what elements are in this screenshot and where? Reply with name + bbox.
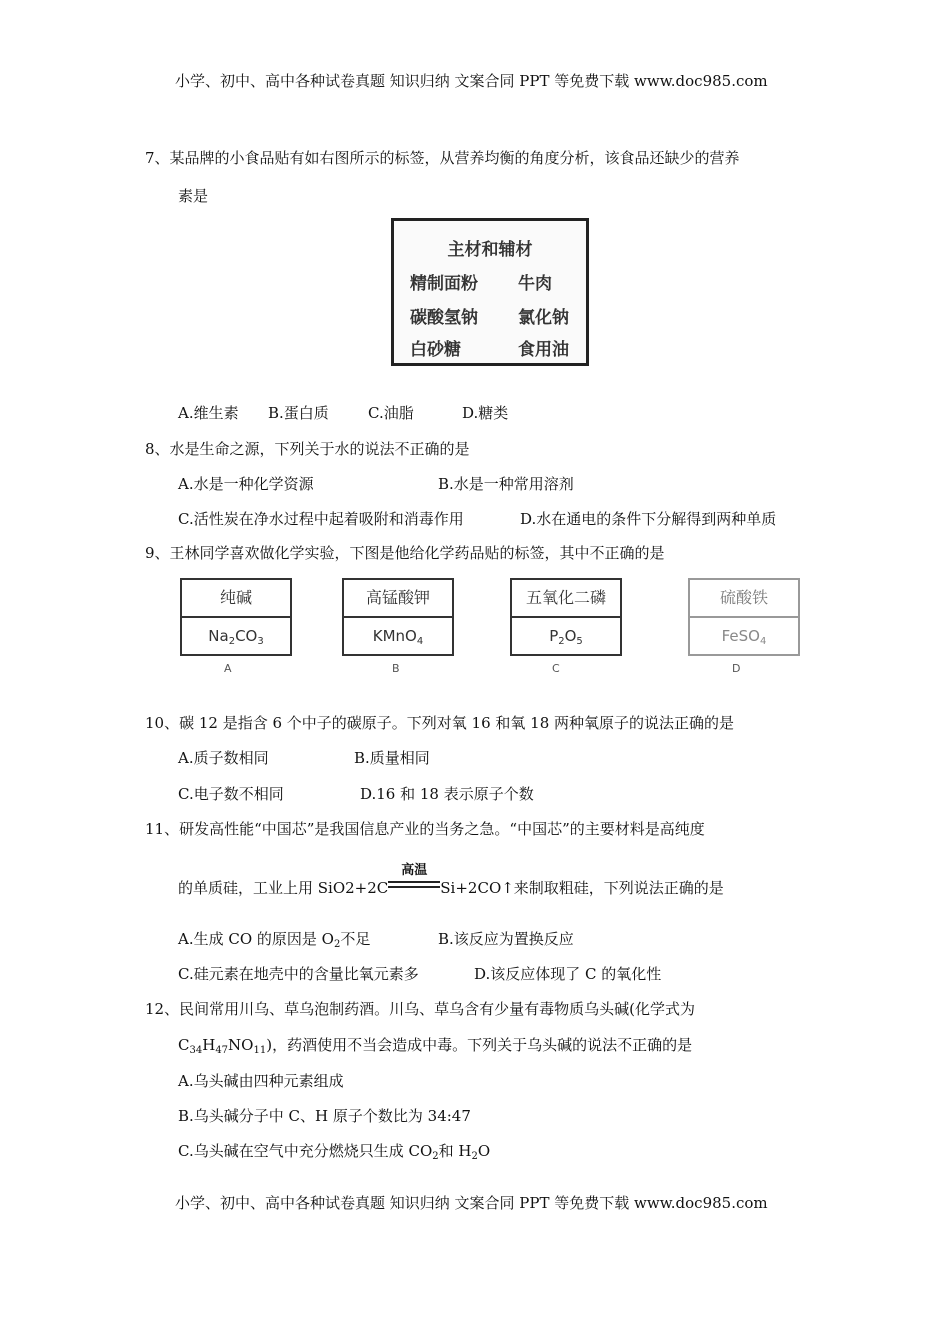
q7-option-d[interactable]: D.糖类 <box>462 404 509 422</box>
food-label-item: 碳酸氢钠 <box>410 308 478 328</box>
q8-stem: 8、水是生命之源，下列关于水的说法不正确的是 <box>145 440 470 458</box>
q12-stem-line2: $C_{34}H_{47}NO_{11}$)，药酒使用不当会造成中毒。下列关于乌头碱的说法不正确的是 <box>178 1036 693 1056</box>
chem-label-name: 硫酸铁 <box>690 580 798 618</box>
q7-option-b[interactable]: B.蛋白质 <box>268 404 329 422</box>
q11-option-d[interactable]: D.该反应体现了 C 的氧化性 <box>474 965 662 983</box>
q11-option-c[interactable]: C.硅元素在地壳中的含量比氧元素多 <box>178 965 419 983</box>
q7-option-c[interactable]: C.油脂 <box>368 404 414 422</box>
q11-option-a[interactable]: A.生成 CO 的原因是 $O_2$不足 <box>178 930 371 950</box>
q10-option-d[interactable]: D.16 和 18 表示原子个数 <box>360 785 534 803</box>
q7-stem-line2: 素是 <box>178 187 209 205</box>
chem-label-a <box>180 578 292 656</box>
food-label-title: 主材和辅材 <box>447 240 533 260</box>
q12-option-a[interactable]: A.乌头碱由四种元素组成 <box>178 1072 344 1090</box>
q9-stem: 9、王林同学喜欢做化学实验，下图是他给化学药品贴的标签，其中不正确的是 <box>145 544 665 562</box>
q7-stem-line1: 7、某品牌的小食品贴有如右图所示的标签，从营养均衡的角度分析，该食品还缺少的营养 <box>145 149 740 167</box>
food-label-item: 氯化钠 <box>518 308 569 328</box>
q10-option-a[interactable]: A.质子数相同 <box>178 749 269 767</box>
food-label-item: 食用油 <box>518 340 569 360</box>
q10-option-c[interactable]: C.电子数不相同 <box>178 785 284 803</box>
reaction-condition-arrow <box>388 863 440 893</box>
chem-label-letter-d[interactable]: D <box>732 662 741 675</box>
q10-stem: 10、碳 12 是指含 6 个中子的碳原子。下列对氧 16 和氧 18 两种氧原子的说法正确的是 <box>145 714 735 732</box>
q8-option-a[interactable]: A.水是一种化学资源 <box>178 475 314 493</box>
chem-label-formula: $P_2O_5$ <box>549 627 583 647</box>
q12-stem-line1: 12、民间常用川乌、草乌泡制药酒。川乌、草乌含有少量有毒物质乌头碱(化学式为 <box>145 1000 695 1018</box>
food-label-item: 精制面粉 <box>410 274 478 294</box>
chem-label-b <box>342 578 454 656</box>
chem-label-formula: FeSO$_4$ <box>721 627 767 647</box>
q10-option-b[interactable]: B.质量相同 <box>354 749 430 767</box>
food-label-item: 牛肉 <box>518 274 552 294</box>
chem-label-letter-a[interactable]: A <box>224 662 232 675</box>
page-footer: 小学、初中、高中各种试卷真题 知识归纳 文案合同 PPT 等免费下载 www.doc985.com <box>175 1194 768 1212</box>
q8-option-b[interactable]: B.水是一种常用溶剂 <box>438 475 574 493</box>
chem-label-d <box>688 578 800 656</box>
q11-option-b[interactable]: B.该反应为置换反应 <box>438 930 574 948</box>
q8-option-d[interactable]: D.水在通电的条件下分解得到两种单质 <box>520 510 777 528</box>
chem-label-name: 五氧化二磷 <box>512 580 620 618</box>
reaction-condition: 高温 <box>401 863 428 878</box>
q12-option-c[interactable]: C.乌头碱在空气中充分燃烧只生成 $CO_2$和 $H_2O$ <box>178 1142 491 1162</box>
chem-label-formula: KMnO$_4$ <box>372 627 424 647</box>
chem-label-letter-c[interactable]: C <box>552 662 560 675</box>
aconitine-formula: $C_{34}H_{47}NO_{11}$ <box>178 1036 267 1056</box>
chem-label-formula: $Na_2CO_3$ <box>208 627 264 647</box>
q7-option-a[interactable]: A.维生素 <box>178 404 239 422</box>
food-ingredient-label <box>391 218 589 366</box>
q12-option-b[interactable]: B.乌头碱分子中 C、H 原子个数比为 34:47 <box>178 1107 471 1125</box>
chem-label-c <box>510 578 622 656</box>
chem-label-name: 高锰酸钾 <box>344 580 452 618</box>
chem-label-letter-b[interactable]: B <box>392 662 400 675</box>
chem-label-name: 纯碱 <box>182 580 290 618</box>
food-label-item: 白砂糖 <box>410 340 461 360</box>
page-header: 小学、初中、高中各种试卷真题 知识归纳 文案合同 PPT 等免费下载 www.doc985.com <box>175 72 768 90</box>
q11-stem-line1: 11、研发高性能“中国芯”是我国信息产业的当务之急。“中国芯”的主要材料是高纯度 <box>145 820 705 838</box>
q11-stem-line2: 的单质硅，工业上用 SiO2+2C 高温 Si+2CO↑来制取粗硅，下列说法正确的是 <box>178 877 724 898</box>
q8-option-c[interactable]: C.活性炭在净水过程中起着吸附和消毒作用 <box>178 510 464 528</box>
